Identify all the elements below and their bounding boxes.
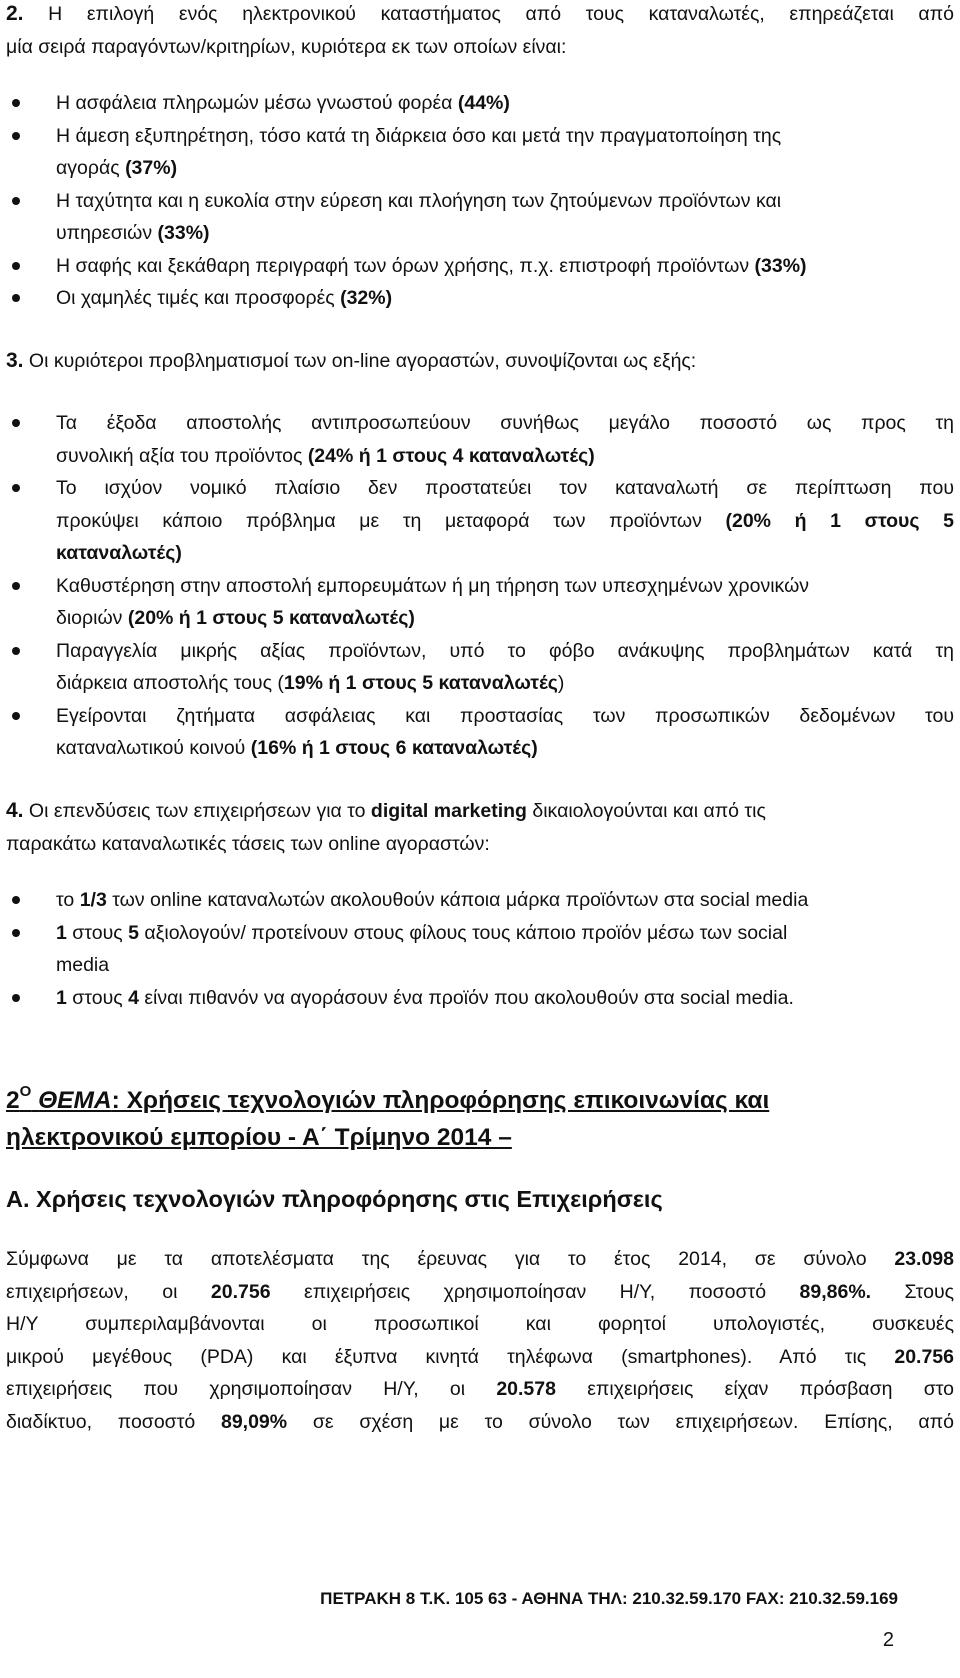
list-item: το 1/3 των online καταναλωτών ακολουθούν κάποια μάρκα προϊόντων στα social media <box>0 884 954 917</box>
section-3-intro: 3. Οι κυριότεροι προβληματισμοί των on-line αγοραστών, συνοψίζονται ως εξής: <box>6 349 697 372</box>
list-item: Το ισχύον νομικό πλαίσιο δεν προστατεύει τον καταναλωτή σε περίπτωση που προκύψει κάποιο πρόβλημα με τη μεταφορά των προϊόντων (20% ή 1 στους 5 καταναλωτές) <box>0 472 954 570</box>
list-item: Τα έξοδα αποστολής αντιπροσωπεύουν συνήθως μεγάλο ποσοστό ως προς τη συνολική αξία του προϊόντος (24% ή 1 στους 4 καταναλωτές) <box>0 407 954 472</box>
list-item: Παραγγελία μικρής αξίας προϊόντων, υπό το φόβο ανάκυψης προβλημάτων κατά τη διάρκεια αποστολής τους (19% ή 1 στους 5 καταναλωτές) <box>0 635 954 700</box>
section-number: 4. <box>6 799 24 822</box>
chapter-heading-line-2: ηλεκτρονικού εμπορίου - Α΄ Τρίμηνο 2014 – <box>6 1124 512 1151</box>
list-item: Οι χαμηλές τιμές και προσφορές (32%) <box>0 282 954 315</box>
section-heading: Α. Χρήσεις τεχνολογιών πληροφόρησης στις Επιχειρήσεις <box>6 1186 663 1212</box>
chapter-heading: $2^O$ ΘΕΜΑ: Χρήσεις τεχνολογιών πληροφόρησης επικοινωνίας και <box>6 1083 770 1114</box>
list-item: 1 στους 5 αξιολογούν/ προτείνουν στους φίλους τους κάποιο προϊόν μέσω των social media <box>0 917 954 982</box>
section-2-intro: 2. Η επιλογή ενός ηλεκτρονικού καταστήματος από τους καταναλωτές, επηρεάζεται από μία σειρά παραγόντων/κριτηρίων, κυριότερα εκ των οποίων είναι: <box>6 0 954 63</box>
section-3-list <box>0 407 954 765</box>
list-item: 1 στους 4 είναι πιθανόν να αγοράσουν ένα προϊόν που ακολουθούν στα social media. <box>0 982 954 1015</box>
list-item: Η άμεση εξυπηρέτηση, τόσο κατά τη διάρκεια όσο και μετά την πραγματοποίηση της αγοράς (37%) <box>0 120 954 185</box>
list-item: Η σαφής και ξεκάθαρη περιγραφή των όρων χρήσης, π.χ. επιστροφή προϊόντων (33%) <box>0 250 954 283</box>
list-item: Εγείρονται ζητήματα ασφάλειας και προστασίας των προσωπικών δεδομένων του καταναλωτικού κοινού (16% ή 1 στους 6 καταναλωτές) <box>0 700 954 765</box>
page-footer-address: ΠΕΤΡΑΚΗ 8 Τ.Κ. 105 63 - ΑΘΗΝΑ ΤΗΛ: 210.32.59.170 FAX: 210.32.59.169 <box>320 1589 898 1608</box>
section-number: 2. <box>6 2 24 25</box>
list-item: Καθυστέρηση στην αποστολή εμπορευμάτων ή μη τήρηση των υπεσχημένων χρονικών διοριών (20% ή 1 στους 5 καταναλωτές) <box>0 570 954 635</box>
section-4-intro: 4. Οι επενδύσεις των επιχειρήσεων για το digital marketing δικαιολογούνται και από τις παρακάτω καταναλωτικές τάσεις των online αγοραστών: <box>6 799 766 855</box>
list-item: Η ασφάλεια πληρωμών μέσω γνωστού φορέα (44%) <box>0 87 954 120</box>
section-4-list <box>0 884 954 1014</box>
section-2-intro-line: μία σειρά παραγόντων/κριτηρίων, κυριότερα εκ των οποίων είναι: <box>6 35 567 58</box>
section-2-list <box>0 87 954 315</box>
body-paragraph: Σύμφωνα με τα αποτελέσματα της έρευνας για το έτος 2014, σε σύνολο 23.098 επιχειρήσεων, οι 20.756 επιχειρήσεις χρησιμοποίησαν Η/Υ, ποσοστό 89,86%. Στους Η/Υ συμπεριλαμβάνονται οι προσωπικοί και φορητοί υπολογιστές, συσκευές μικρού μεγέθους (PDA) και έξυπνα κινητά τηλέφωνα (smartphones). Από τις 20.756 επιχειρήσεις που χρησιμοποίησαν Η/Υ, οι 20.578 επιχειρήσεις είχαν πρόσβαση στο διαδίκτυο, ποσοστό 89,09% σε σχέση με το σύνολο των επιχειρήσεων. Επίσης, από <box>6 1248 954 1433</box>
section-number: 3. <box>6 349 24 372</box>
list-item: Η ταχύτητα και η ευκολία στην εύρεση και πλοήγηση των ζητούμενων προϊόντων και υπηρεσιών (33%) <box>0 185 954 250</box>
page-number: 2 <box>882 1629 894 1651</box>
